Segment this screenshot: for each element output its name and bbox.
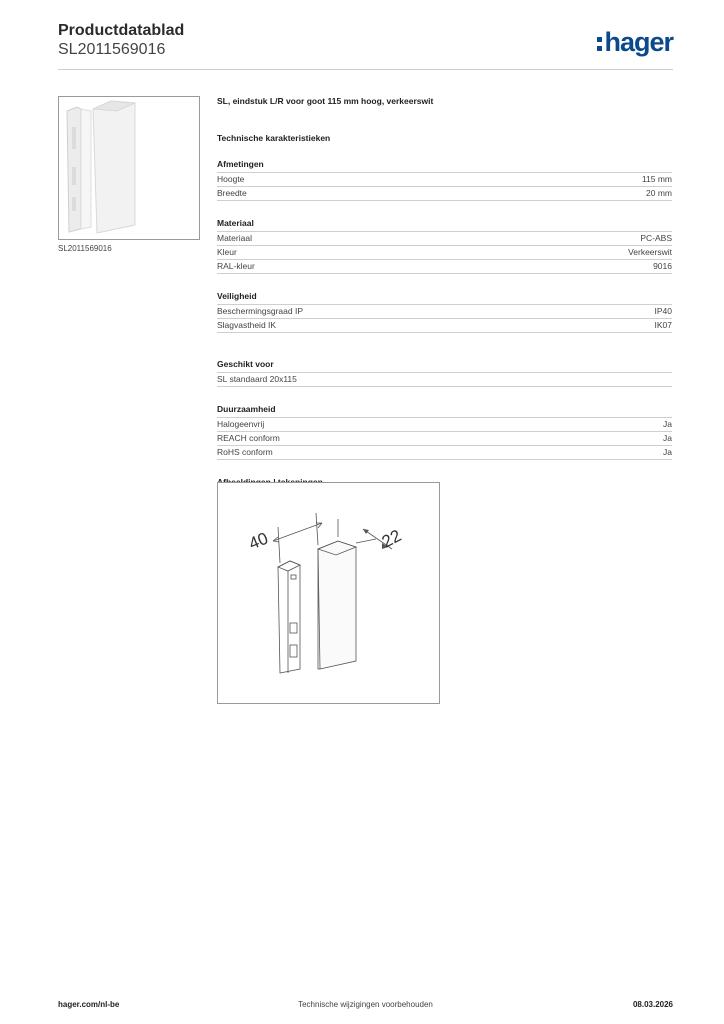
spec-row: [217, 319, 672, 333]
tech-characteristics-heading: Technische karakteristieken: [217, 133, 331, 143]
section-geschikt-voor: [217, 359, 672, 387]
spec-row: [217, 446, 672, 460]
section-title: Veiligheid: [217, 291, 672, 305]
dimension-width-label: 22: [378, 525, 405, 552]
section-veiligheid: [217, 291, 672, 333]
spec-row: [217, 246, 672, 260]
thumbnail-caption: SL2011569016: [58, 244, 112, 253]
logo-text: hager: [604, 27, 673, 57]
spec-label: Materiaal: [217, 233, 252, 243]
spec-label: Hoogte: [217, 174, 245, 184]
spec-label: REACH conform: [217, 433, 280, 443]
footer-website: hager.com/nl-be: [58, 1000, 120, 1009]
footer-date: 08.03.2026: [632, 1000, 673, 1009]
product-code: SL2011569016: [58, 41, 166, 58]
spec-row: [217, 305, 672, 319]
spec-label: Kleur: [217, 247, 237, 257]
hager-logo: [597, 27, 673, 58]
section-title: Duurzaamheid: [217, 404, 672, 418]
product-thumbnail: [58, 96, 200, 240]
drawing-svg: [218, 483, 439, 703]
spec-row: [217, 418, 672, 432]
dimension-depth-label: 40: [246, 528, 271, 554]
spec-content: [217, 96, 672, 487]
section-title: Geschikt voor: [217, 359, 672, 373]
spec-label: Halogeenvrij: [217, 419, 265, 429]
spec-value: PC-ABS: [640, 233, 672, 243]
spec-label: RoHS conform: [217, 447, 273, 457]
spec-value: 9016: [653, 261, 672, 271]
spec-value: Ja: [663, 447, 672, 457]
spec-label: Beschermingsgraad IP: [217, 306, 303, 316]
section-title: Afmetingen: [217, 159, 672, 173]
spec-label: Breedte: [217, 188, 247, 198]
spec-value: 115 mm: [641, 174, 672, 184]
section-title: Materiaal: [217, 218, 672, 232]
spec-row: [217, 432, 672, 446]
spec-value: 20 mm: [646, 188, 672, 198]
section-duurzaamheid: [217, 404, 672, 460]
spec-row: [217, 260, 672, 274]
spec-label: SL standaard 20x115: [217, 374, 297, 384]
spec-value: Ja: [663, 419, 672, 429]
product-title: SL, eindstuk L/R voor goot 115 mm hoog, verkeerswit: [217, 96, 434, 106]
logo-dots-icon: [597, 35, 603, 53]
spec-value: IK07: [654, 320, 672, 330]
spec-row: [217, 173, 672, 187]
spec-label: RAL-kleur: [217, 261, 255, 271]
product-photo: [59, 97, 199, 239]
spec-row: [217, 373, 672, 387]
footer-disclaimer: Technische wijzigingen voorbehouden: [298, 1000, 433, 1009]
section-afmetingen: [217, 159, 672, 201]
page-header: [58, 22, 673, 70]
spec-value: Ja: [663, 433, 672, 443]
document-title: Productdatablad: [58, 22, 185, 39]
spec-value: Verkeerswit: [628, 247, 672, 257]
spec-row: [217, 187, 672, 201]
spec-row: [217, 232, 672, 246]
spec-label: Slagvastheid IK: [217, 320, 277, 330]
section-materiaal: [217, 218, 672, 274]
spec-value: IP40: [654, 306, 672, 316]
technical-drawing: [217, 482, 440, 704]
